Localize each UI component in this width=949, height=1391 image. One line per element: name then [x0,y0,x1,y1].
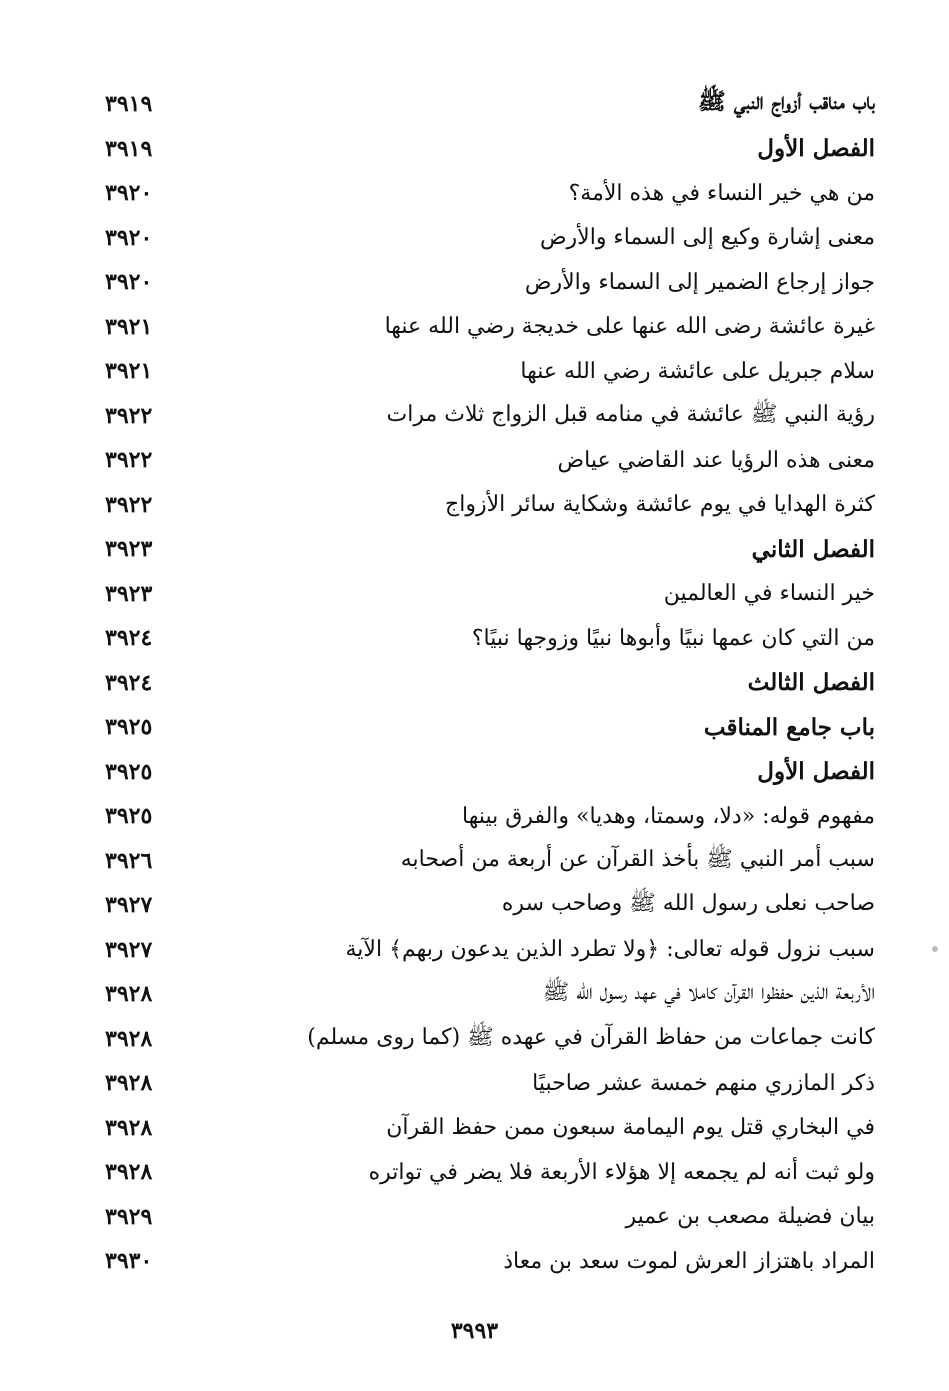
toc-entry [105,572,875,617]
toc-page-number: ٣٩٢١ [105,358,153,385]
toc-page-number: ٣٩١٩ [105,135,153,162]
toc-heading: الفصل الأول [757,758,875,786]
toc-title: سلام جبريل على عائشة رضي الله عنها [520,358,875,384]
toc-heading: الفصل الثالث [747,669,875,697]
toc-entry [105,1239,875,1284]
toc-entry [105,750,875,795]
toc-entry [105,1106,875,1151]
toc-title: بيان فضيلة مصعب بن عمير [625,1204,875,1230]
toc-page-number: ٣٩٢١ [105,313,153,340]
toc-heading: الفصل الثاني [751,535,875,563]
toc-page-number: ٣٩٣٠ [105,1248,153,1275]
toc-page-number: ٣٩٢٩ [105,1203,153,1230]
toc-title: في البخاري قتل يوم اليمامة سبعون ممن حفظ القرآن [386,1115,875,1141]
toc-entry [105,483,875,528]
toc-entry [105,394,875,439]
toc-entry [105,1061,875,1106]
toc-title: كانت جماعات من حفاظ القرآن في عهده ﷺ (كما روى مسلم) [307,1024,875,1050]
toc-heading: الفصل الأول [757,135,875,163]
toc-title: رؤية النبي ﷺ عائشة في منامه قبل الزواج ثلاث مرات [386,401,875,427]
toc-title: معنى إشارة وكيع إلى السماء والأرض [539,225,875,251]
toc-title: مفهوم قوله: «دلا، وسمتا، وهديا» والفرق بينها [462,803,875,829]
toc-entry [105,794,875,839]
toc-entry [105,1017,875,1062]
toc-page-number: ٣٩٢٥ [105,758,153,785]
toc-entry [105,216,875,261]
toc-entry [105,438,875,483]
toc-entry [105,705,875,750]
toc-page-number: ٣٩٢٠ [105,180,153,207]
toc-entry [105,260,875,305]
toc-title: ذكر المازري منهم خمسة عشر صاحبيًا [532,1070,875,1096]
toc-page-number: ٣٩٢٨ [105,1025,153,1052]
toc-entry [105,349,875,394]
toc-page-number: ٣٩١٩ [105,91,153,118]
scan-mark [932,946,938,952]
toc-title: صاحب نعلى رسول الله ﷺ وصاحب سره [501,891,875,917]
toc-entry [105,661,875,706]
toc-page-number: ٣٩٢٢ [105,491,153,518]
page-number: ٣٩٩٣ [450,1318,499,1344]
toc-title: كثرة الهدايا في يوم عائشة وشكاية سائر الأزواج [445,492,875,518]
toc-page-number: ٣٩٢٨ [105,1114,153,1141]
toc-title: سبب أمر النبي ﷺ بأخذ القرآن عن أربعة من أصحابه [400,846,875,872]
toc-page-number: ٣٩٢٣ [105,580,153,607]
toc-page-number: ٣٩٢٨ [105,1159,153,1186]
toc-entry [105,82,875,127]
toc-page-number: ٣٩٢٧ [105,936,153,963]
toc-page-number: ٣٩٢٠ [105,224,153,251]
toc-title: معنى هذه الرؤيا عند القاضي عياض [557,447,875,473]
toc-page-number: ٣٩٢٤ [105,669,153,696]
toc-page-number: ٣٩٢٨ [105,1070,153,1097]
toc-entry [105,972,875,1017]
toc-entry [105,127,875,172]
toc-page-number: ٣٩٢٨ [105,981,153,1008]
toc-entry [105,1150,875,1195]
toc-entry [105,928,875,973]
toc-page-number: ٣٩٢٤ [105,625,153,652]
toc-page-number: ٣٩٢٢ [105,402,153,429]
toc-page-number: ٣٩٢٧ [105,892,153,919]
toc-entry [105,616,875,661]
toc-page-number: ٣٩٢٣ [105,536,153,563]
toc-heading: باب جامع المناقب [703,713,875,741]
toc-title: المراد باهتزاز العرش لموت سعد بن معاذ [503,1248,875,1274]
table-of-contents [105,82,875,1284]
toc-heading: باب مناقب أزواج النبي ﷺ [698,88,875,116]
toc-title: الأربعة الذين حفظوا القرآن كاملا في عهد رسول الله ﷺ [542,980,875,1006]
toc-page-number: ٣٩٢٥ [105,803,153,830]
toc-entry [105,305,875,350]
toc-title: خير النساء في العالمين [663,581,875,607]
toc-entry [105,883,875,928]
toc-title: ولو ثبت أنه لم يجمعه إلا هؤلاء الأربعة فلا يضر في تواتره [368,1159,875,1185]
toc-page-number: ٣٩٢٢ [105,447,153,474]
toc-title: سبب نزول قوله تعالى: ﴿ولا تطرد الذين يدعون ربهم﴾ الآية [345,937,875,963]
toc-title: جواز إرجاع الضمير إلى السماء والأرض [524,269,875,295]
toc-page-number: ٣٩٢٦ [105,847,153,874]
toc-title: من هي خير النساء في هذه الأمة؟ [568,180,875,206]
toc-page-number: ٣٩٢٥ [105,714,153,741]
toc-title: غيرة عائشة رضى الله عنها على خديجة رضي الله عنها [384,314,875,340]
toc-entry [105,171,875,216]
toc-entry [105,1195,875,1240]
toc-page-number: ٣٩٢٠ [105,269,153,296]
toc-title: من التي كان عمها نبيًا وأبوها نبيًا وزوجها نبيًا؟ [471,625,875,651]
toc-entry [105,839,875,884]
toc-entry [105,527,875,572]
